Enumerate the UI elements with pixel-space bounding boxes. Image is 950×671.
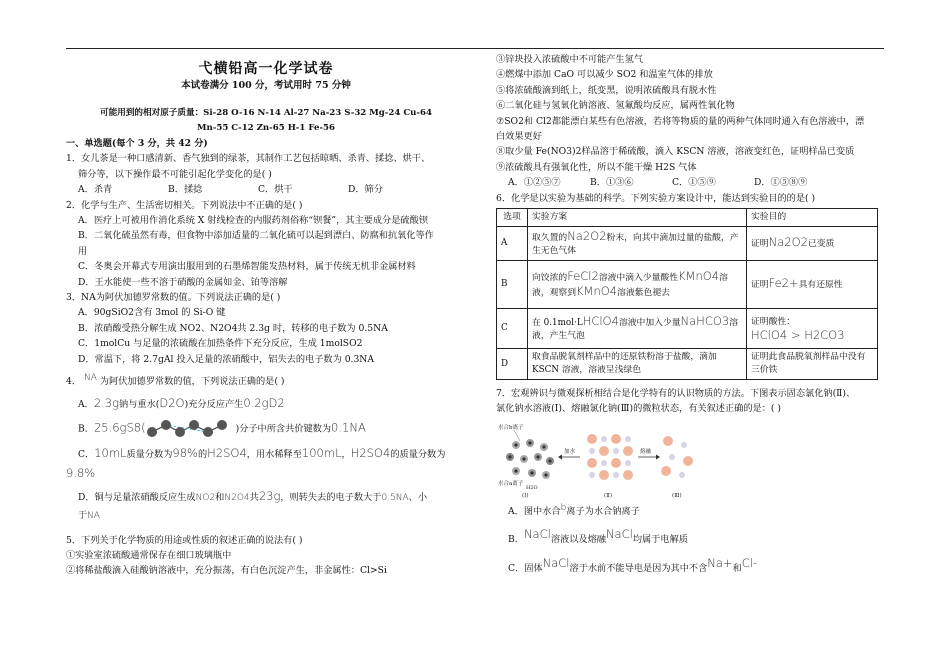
q1-stem-cont: 筛分等，以下操作最不可能引起化学变化的是( ) xyxy=(78,168,272,180)
q7-a-text2: 离子为水合钠离子 xyxy=(566,505,640,517)
fig-solution-particles xyxy=(506,439,554,479)
q4-c-text3: ，用水稀释至 xyxy=(246,448,302,460)
q4-c-text4: ， xyxy=(341,448,351,460)
q1-options xyxy=(66,182,466,197)
fig-caption-2: (Ⅱ) xyxy=(604,492,613,499)
row-c-option: C xyxy=(497,309,528,349)
q5-item-9: ⑨浓硫酸具有强氧化性，所以不能干燥 H2S 气体 xyxy=(496,161,697,173)
q4-stem-text: 为阿伏加德罗常数的值，下列说法正确的是( ) xyxy=(99,376,285,388)
q2-stem: 2．化学与生产、生活密切相关。下列说法中不正确的是( ) xyxy=(66,199,303,211)
row-a-plan-text2: 粉末，向其中滴加过量的盐酸，产生无色气体 xyxy=(532,232,739,256)
fig-label-top: 水合b离子 xyxy=(498,424,524,431)
q4-c-math-h2so4b: H2SO4 xyxy=(350,445,391,460)
q4-c-math-vol2: 100mL xyxy=(301,445,342,460)
q7-c-math2: Na+ xyxy=(707,555,733,570)
row-a-option: A xyxy=(497,227,528,261)
q5-item-1: ①实验室浓硫酸通常保存在细口玻璃瓶中 xyxy=(66,550,232,561)
q1-option-a: A．杀青 xyxy=(78,184,113,196)
row-a-plan xyxy=(528,227,747,261)
q4-a-text1: 钠与重水( xyxy=(119,398,160,410)
row-b-plan-text2: 溶液中滴入少量酸性 xyxy=(598,272,678,283)
q7-c-math1: NaCl xyxy=(542,555,570,570)
q1-option-c: C．烘干 xyxy=(258,184,293,196)
fig-arrow1-label: 加水 xyxy=(564,448,576,455)
q4-option-c xyxy=(66,446,466,462)
q6-table xyxy=(496,208,878,380)
table-header-row xyxy=(497,209,878,227)
nacl-states-figure xyxy=(496,421,696,499)
q4-na-symbol: NA xyxy=(83,373,97,384)
q5-option-b: B．①③⑥ xyxy=(590,177,634,189)
q7-option-c xyxy=(496,556,886,576)
q5-item-7-cont: 白效果更好 xyxy=(496,131,542,143)
q4-b-math-na: 0.1NA xyxy=(331,420,366,435)
table-header-goal: 实验目的 xyxy=(747,209,878,227)
q2-option-b: B．二氧化硫虽然有毒，但食物中添加适量的二氧化硫可以起到漂白、防腐和抗氧化等作 xyxy=(78,230,434,242)
q3-option-a: A．90gSiO2含有 3mol 的 Si-O 键 xyxy=(78,307,226,319)
q7-option-a xyxy=(496,501,886,519)
fig-arrow2-label: 熔融 xyxy=(640,448,652,455)
q7-option-b xyxy=(496,527,886,547)
q5-item-8: ⑧取少量 Fe(NO3)2样品溶于稀硫酸，滴入 KSCN 溶液，溶液变红色，证明样品已变质 xyxy=(496,146,855,158)
page-title: 弋横铅高一化学试卷 xyxy=(198,61,334,77)
q4-c-math-vol: 10mL xyxy=(94,445,127,460)
q5-item-5: ⑤将浓硫酸滴到纸上，纸变黑，说明浓硫酸具有脱水性 xyxy=(496,84,717,96)
q7-stem: 7．宏观辨识与微观探析相结合是化学特有的认识物质的方法。下图表示固态氯化钠(Ⅱ)、 xyxy=(496,388,856,400)
q4-b-math-s8: 25.6gS8( xyxy=(93,420,146,435)
row-b-plan-formula3: KMnO4 xyxy=(576,283,618,298)
fig-caption-1: (Ⅰ) xyxy=(522,492,529,499)
q3-option-b: B．浓硝酸受热分解生成 NO2、N2O4共 2.3g 时，转移的电子数为 0.5NA xyxy=(78,322,388,334)
left-column xyxy=(66,54,466,579)
q4-d-text1: 和 xyxy=(215,491,225,503)
q4-c-math-h2so4: H2SO4 xyxy=(207,445,247,460)
row-b-goal-text1: 证明 xyxy=(751,280,769,291)
row-c-goal xyxy=(747,309,878,349)
row-c-plan-text2: 溶液中加入少量 xyxy=(618,317,681,328)
q5-option-d: D．①⑤⑧⑨ xyxy=(754,177,808,189)
table-row xyxy=(497,349,878,380)
row-a-goal-text1: 证明 xyxy=(751,239,769,250)
page-subtitle: 本试卷满分 100 分，考试用时 75 分钟 xyxy=(181,80,351,91)
q4-stem xyxy=(66,371,466,389)
q4-d-math-no2: NO2 xyxy=(195,492,216,503)
q7-a-math: b xyxy=(560,502,567,513)
fig-water-label: H2O xyxy=(526,484,538,491)
q4-d-text3: ，则转失去的电子数大于 xyxy=(280,491,382,503)
row-c-goal-text: 证明酸性： xyxy=(751,316,795,327)
row-c-plan-text3: 溶液，产生气泡 xyxy=(532,317,739,341)
row-b-plan-formula2: KMnO4 xyxy=(678,268,720,283)
row-a-plan-formula: Na2O2 xyxy=(567,228,607,243)
row-c-plan-text1: 在 0.1mol·L xyxy=(532,317,583,328)
q4-c-prefix: C． xyxy=(78,448,95,460)
q4-option-b xyxy=(66,418,466,440)
q6-stem: 6．化学是以实验为基础的科学。下列实验方案设计中，能达到实验目的的是( ) xyxy=(496,192,816,204)
atomic-masses-line2: Mn-55 C-12 Zn-65 H-1 Fe-56 xyxy=(197,123,335,133)
q2-option-d: D．王水能使一些不溶于硝酸的金属如金、铂等溶解 xyxy=(78,276,288,288)
row-c-plan-formula1: HClO4 xyxy=(582,313,619,328)
q4-option-a xyxy=(66,396,466,412)
q1-option-b: B．揉捻 xyxy=(168,184,203,196)
q3-option-d: D．常温下，将 2.7gAl 投入足量的浓硝酸中，铝失去的电子数为 0.3NA xyxy=(78,353,374,365)
q5-item-3: ③锌块投入浓硫酸中不可能产生氢气 xyxy=(496,54,643,65)
table-header-plan: 实验方案 xyxy=(528,209,747,227)
q4-a-math-d2o: D2O xyxy=(159,395,185,410)
row-d-option: D xyxy=(497,349,528,380)
q7-b-text2: 均属于电解质 xyxy=(632,534,688,546)
q5-item-7: ⑦SO2和 Cl2都能漂白某些有色溶液，若将等物质的量的两种气体同时通入有色溶液中，漂 xyxy=(496,115,865,127)
q7-c-text2: 溶于水前不能导电是因为其中不含 xyxy=(569,562,708,574)
q4-number: 4． xyxy=(66,376,82,388)
section-heading: 一、单选题(每个 3 分，共 42 分) xyxy=(66,138,208,149)
q4-option-d xyxy=(66,489,466,506)
table-header-option: 选项 xyxy=(497,209,528,227)
q4-c-text2: 的 xyxy=(197,448,208,460)
row-c-plan-formula2: NaHCO3 xyxy=(680,313,730,328)
row-b-plan-text4: 溶液紫色褪去 xyxy=(617,287,670,298)
q2-option-b-cont: 用 xyxy=(78,245,88,257)
q3-stem: 3．NA为阿伏加德罗常数的值。下列说法正确的是( ) xyxy=(66,292,281,304)
fig-label-bottom: 水合a离子 xyxy=(498,480,524,487)
q5-option-c: C．①⑤⑨ xyxy=(672,177,716,189)
q7-stem-cont: 氯化钠水溶液(Ⅰ)、熔融氯化钠(Ⅲ)的微粒状态，有关叙述正确的是：( ) xyxy=(496,403,781,415)
atomic-masses-line1: 可能用到的相对原子质量：Si-28 O-16 N-14 Al-27 Na-23 S-32 Mg-24 Cu-64 xyxy=(100,108,432,118)
s8-molecule-figure xyxy=(146,418,236,440)
table-row xyxy=(497,261,878,309)
q5-stem: 5．下列关于化学物质的用途或性质的叙述正确的说法有( ) xyxy=(66,534,303,546)
q4-c-math-pct: 98% xyxy=(172,445,198,460)
q4-c-text1: 质量分数为 xyxy=(126,448,173,460)
row-b-goal-formula: Fe2+ xyxy=(768,276,799,291)
q4-a-math-d2: 0.2gD2 xyxy=(243,395,285,410)
row-c-goal-formula: HClO4 > H2CO3 xyxy=(751,327,845,342)
q2-option-a: A．医疗上可被用作消化系统 X 射线检查的内服药剂俗称“钡餐”，其主要成分是硫酸钡 xyxy=(78,215,428,227)
q4-a-math-mass: 2.3g xyxy=(93,395,120,410)
q1-stem: 1．女儿茶是一种口感清新、香气独到的绿茶，其制作工艺包括晾晒、杀青、揉捻、烘干、 xyxy=(66,153,431,165)
fig-melt-particles xyxy=(661,436,693,478)
row-b-plan xyxy=(528,261,747,309)
q4-a-prefix: A． xyxy=(78,398,94,410)
row-a-plan-text1: 取久置的 xyxy=(532,232,568,243)
row-a-goal-formula: Na2O2 xyxy=(768,235,808,250)
q7-b-prefix: B． xyxy=(508,534,524,546)
q4-d-math-n2o4: N2O4 xyxy=(224,492,250,503)
q4-d-prefix: D．铜与足量浓硝酸反应生成 xyxy=(78,491,196,503)
q1-option-d: D．筛分 xyxy=(348,184,383,196)
q4-d-math-na2: 于NA xyxy=(78,511,100,522)
q5-item-4: ④燃煤中添加 CaO 可以减少 SO2 和温室气体的排放 xyxy=(496,69,713,81)
q7-b-math1: NaCl xyxy=(523,527,551,542)
q4-d-math-mass: 23g xyxy=(258,488,281,503)
row-b-goal xyxy=(747,261,878,309)
table-row xyxy=(497,227,878,261)
q7-c-text3: 和 xyxy=(732,562,742,574)
q4-c-math-result: 9.8% xyxy=(66,466,96,481)
table-row xyxy=(497,309,878,349)
q5-item-6: ⑥二氧化硅与氢氧化钠溶液、氢氟酸均反应，属两性氧化物 xyxy=(496,100,735,112)
q4-d-text2: 共 xyxy=(249,491,259,503)
row-a-goal-text2: 已变质 xyxy=(807,239,835,250)
row-b-plan-formula1: FeCl2 xyxy=(567,268,599,283)
right-column xyxy=(496,52,886,576)
row-b-plan-text3: 溶液，观察到 xyxy=(532,272,728,298)
row-d-goal: 证明此食品脱氧剂样品中没有三价铁 xyxy=(747,349,878,380)
q2-option-c: C．冬奥会开幕式专用演出服用到的石墨烯智能发热材料，属于传统无机非金属材料 xyxy=(78,261,416,273)
q7-c-text1: C．固体 xyxy=(508,562,543,574)
q3-option-c: C．1molCu 与足量的浓硫酸在加热条件下充分反应，生成 1molSO2 xyxy=(78,338,363,350)
q7-b-math2: NaCl xyxy=(605,527,633,542)
q4-d-text4: 、小 xyxy=(408,491,428,503)
q4-b-text1: )分子中所含共价键数为 xyxy=(235,423,332,435)
q5-item-2: ②将稀盐酸滴入硅酸钠溶液中，充分振荡，有白色沉淀产生，非金属性：Cl>Si xyxy=(66,565,387,577)
q5-options xyxy=(496,175,886,190)
q4-d-math-na: 0.5NA xyxy=(381,492,409,503)
row-b-goal-text2: 具有还原性 xyxy=(798,280,843,291)
header-rule xyxy=(66,48,884,49)
fig-caption-3: (Ⅲ) xyxy=(672,492,682,499)
row-a-goal xyxy=(747,227,878,261)
q4-a-text2: )充分反应产生 xyxy=(184,398,244,410)
row-d-plan: 取食品脱氧剂样品中的还原铁粉溶于盐酸，滴加 KSCN 溶液，溶液呈浅绿色 xyxy=(528,349,747,380)
q4-option-c-cont xyxy=(66,466,466,482)
q7-a-text1: A．图中水合 xyxy=(508,505,561,517)
row-c-plan xyxy=(528,309,747,349)
q5-option-a: A．①②⑤⑦ xyxy=(508,177,561,189)
q4-c-text5: 的质量分数为 xyxy=(390,448,446,460)
fig-lattice-particles xyxy=(587,434,633,480)
q4-b-prefix: B． xyxy=(78,423,94,435)
q7-c-math3: Cl- xyxy=(741,555,758,570)
q4-option-d-cont xyxy=(66,508,466,524)
q7-b-text1: 溶液以及熔融 xyxy=(550,534,606,546)
row-b-option: B xyxy=(497,261,528,309)
row-b-plan-text1: 向饺浓的 xyxy=(532,272,568,283)
